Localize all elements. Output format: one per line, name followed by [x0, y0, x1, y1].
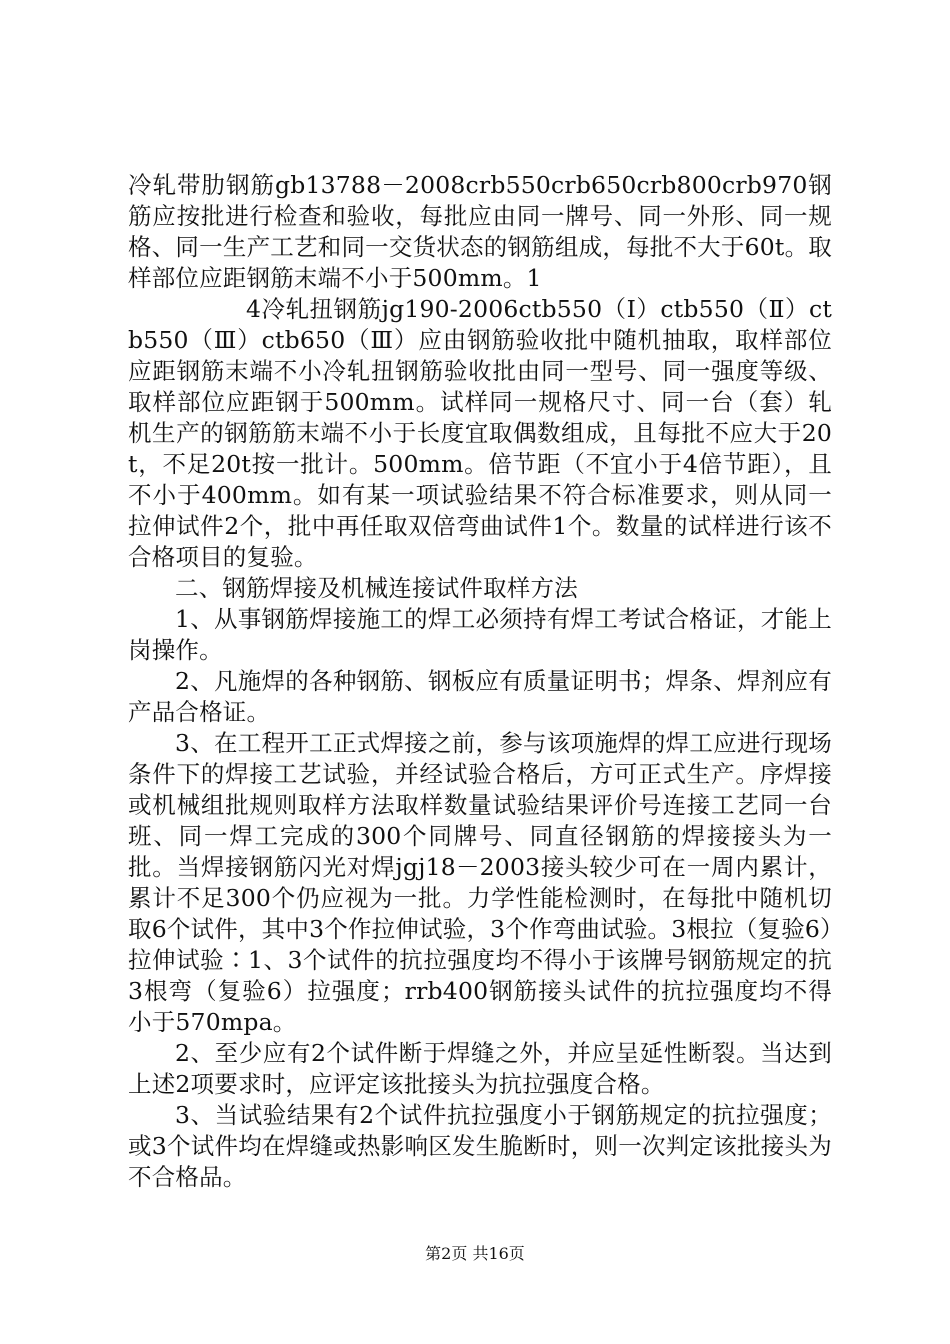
- document-body: [128, 170, 832, 1193]
- section-heading-welding: 二、钢筋焊接及机械连接试件取样方法: [175, 574, 578, 602]
- paragraph-item-3: 3、在工程开工正式焊接之前，参与该项施焊的焊工应进行现场条件下的焊接工艺试验，并经试验合格后，方可正式生产。序焊接或机械组批规则取样方法取样数量试验结果评价号连接工艺同一台班、同一焊工完成的300个同牌号、同直径钢筋的焊接接头为一批。当焊接钢筋闪光对焊jgj18－2003接头较少可在一周内累计，累计不足300个仍应视为一批。力学性能检测时，在每批中随机切取6个试件，其中3个作拉伸试验，3个作弯曲试验。3根拉（复验6）拉伸试验∶1、3个试件的抗拉强度均不得小于该牌号钢筋规定的抗3根弯（复验6）拉强度；rrb400钢筋接头试件的抗拉强度均不得小于570mpa。: [128, 729, 832, 1036]
- paragraph-item-2: 2、凡施焊的各种钢筋、钢板应有质量证明书；焊条、焊剂应有产品合格证。: [128, 667, 832, 726]
- paragraph-item-1: 1、从事钢筋焊接施工的焊工必须持有焊工考试合格证，才能上岗操作。: [128, 605, 832, 664]
- paragraph-cold-rolled-twisted: 4冷轧扭钢筋jg190-2006ctb550（Ⅰ）ctb550（Ⅱ）ctb550（Ⅲ）ctb650（Ⅲ）应由钢筋验收批中随机抽取，取样部位应距钢筋末端不小冷轧扭钢筋验收批由同一型号、同一强度等级、取样部位应距钢于500mm。试样同一规格尺寸、同一台（套）轧机生产的钢筋筋末端不小于长度宜取偶数组成，且每批不应大于20t，不足20t按一批计。500mm。倍节距（不宜小于4倍节距），且不小于400mm。如有某一项试验结果不符合标准要求，则从同一拉伸试件2个，批中再任取双倍弯曲试件1个。数量的试样进行该不合格项目的复验。: [128, 295, 832, 571]
- paragraph-item-2b: 2、至少应有2个试件断于焊缝之外，并应呈延性断裂。当达到上述2项要求时，应评定该批接头为抗拉强度合格。: [128, 1039, 832, 1098]
- paragraph-cold-rolled-ribbed: 冷轧带肋钢筋gb13788－2008crb550crb650crb800crb970钢筋应按批进行检查和验收，每批应由同一牌号、同一外形、同一规格、同一生产工艺和同一交货状态的钢筋组成，每批不大于60t。取样部位应距钢筋末端不小于500mm。1: [128, 171, 832, 292]
- paragraph-item-3b: 3、当试验结果有2个试件抗拉强度小于钢筋规定的抗拉强度；或3个试件均在焊缝或热影响区发生脆断时，则一次判定该批接头为不合格品。: [128, 1101, 832, 1191]
- page-number-footer: 第2页 共16页: [425, 1244, 525, 1263]
